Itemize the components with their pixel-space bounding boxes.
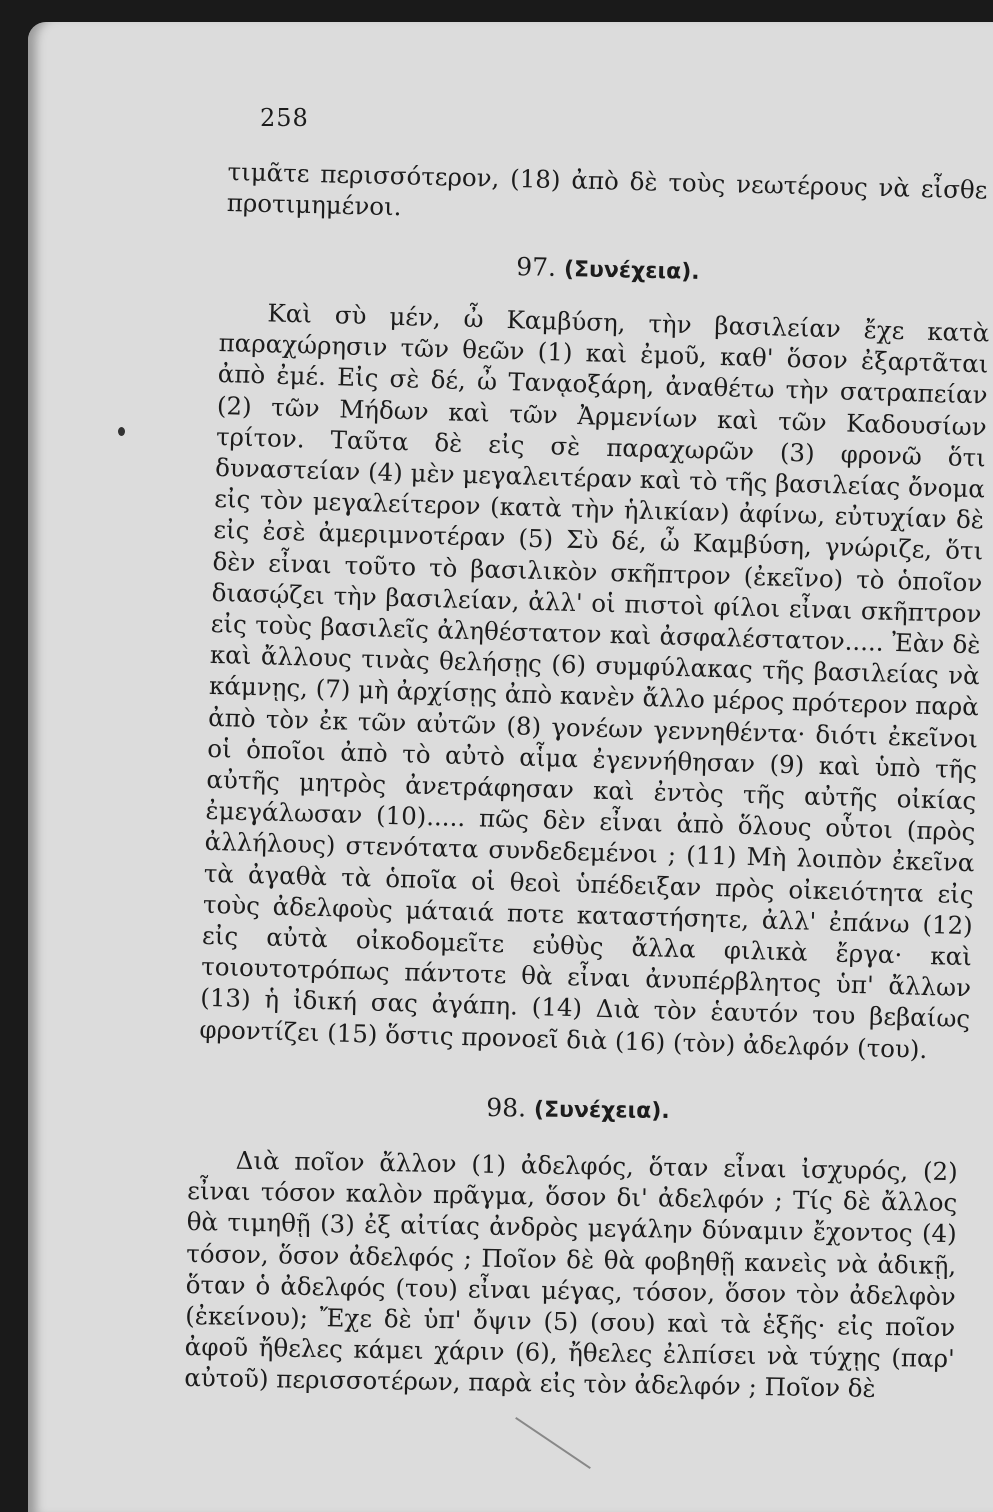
section-number: 98. xyxy=(486,1093,527,1123)
section-number: 97. xyxy=(515,252,557,282)
section-98-text: Διὰ ποῖον ἄλλον (1) ἀδελφός, ὅταν εἶναι ἰσχυρός, (2) εἶναι τόσον καλὸν πρᾶγμα, ὅσον δι' ἀδελφόν ; Τίς δὲ ἄλλος θὰ τιμηθῇ (3) ἐξ αἰτίας ἀνδρὸς μεγάλην δύναμιν ἔχοντος (4) τόσον, ὅσον ἀδελφός ; Ποῖον δὲ θὰ φοβηθῇ κανεὶς νὰ ἀδικῇ, ὅταν ὁ ἀδελφός (του) εἶναι μέγας, τόσον, ὅσον τὸν ἀδελφὸν (ἐκείνου); Ἔχε δὲ ὑπ' ὄψιν (5) (σου) καὶ τὰ ἑξῆς· εἰς ποῖον ἀφοῦ ἤθελες κάμει χάριν (6), ἤθελες ἐλπίσει νὰ τύχῃς (παρ' αὐτοῦ) περισσοτέρων, παρὰ εἰς τὸν ἀδελφόν ; Ποῖον δὲ xyxy=(184,1145,958,1404)
continued-paragraph: τιμᾶτε περισσότερον, (18) ἀπὸ δὲ τοὺς νεωτέρους νὰ εἶσθε προτιμημένοι. xyxy=(226,156,988,222)
pencil-mark xyxy=(515,1417,591,1469)
ink-mark xyxy=(118,427,125,436)
section-97-heading xyxy=(228,246,988,291)
section-98-heading xyxy=(198,1090,958,1127)
section-97-text: Καὶ σὺ μέν, ὦ Καμβύση, τὴν βασιλείαν ἔχε κατὰ παραχώρησιν τῶν θεῶν (1) καὶ ἐμοῦ, καθ' ὅσον ἐξαρτᾶται ἀπὸ ἐμέ. Εἰς σὲ δέ, ὦ Τανᾳοξάρη, ἀναθέτω τὴν σατραπείαν (2) τῶν Μήδων καὶ τῶν Ἀρμενίων καὶ τῶν Καδουσίων τρίτον. Ταῦτα δὲ εἰς σὲ παραχωρῶν (3) φρονῶ ὅτι δυναστείαν (4) μὲν μεγαλειτέραν καὶ τὸ τῆς βασιλείας ὄνομα εἰς τὸν μεγαλείτερον (κατὰ τὴν ἡλικίαν) ἀφίνω, εὐτυχίαν δὲ εἰς ἐσὲ ἀμεριμνοτέραν (5) Σὺ δέ, ὦ Καμβύση, γνώριζε, ὅτι δὲν εἶναι τοῦτο τὸ βασιλικὸν σκῆπτρον (ἐκεῖνο) τὸ ὁποῖον διασῴζει τὴν βασιλείαν, ἀλλ' οἱ πιστοὶ φίλοι εἶναι σκῆπτρον εἰς τοὺς βασιλεῖς ἀληθέστατον καὶ ἀσφαλέστατον..... Ἐὰν δὲ καὶ ἄλλους τινὰς θελήσῃς (6) συμφύλακας τῆς βασιλείας νὰ κάμνῃς, (7) μὴ ἀρχίσῃς ἀπὸ κανὲν ἄλλο μέρος πρότερον παρὰ ἀπὸ τὸν ἐκ τῶν αὐτῶν (8) γονέων γεννηθέντα· διότι ἐκεῖνοι οἱ ὁποῖοι ἀπὸ τὸ αὐτὸ αἷμα ἐγεννήθησαν (9) καὶ ὑπὸ τῆς αὐτῆς μητρὸς ἀνετράφησαν καὶ ἐντὸς τῆς αὐτῆς οἰκίας ἐμεγάλωσαν (10)..... πῶς δὲν εἶναι ἀπὸ ὅλους οὗτοι (πρὸς ἀλλήλους) στενότατα συνδεδεμένοι ; (11) Μὴ λοιπὸν ἐκεῖνα τὰ ἀγαθὰ τὰ ὁποῖα οἱ θεοὶ ὑπέδειξαν πρὸς οἰκειότητα εἰς τοὺς ἀδελφοὺς μάταιά ποτε καταστήσητε, ἀλλ' ἐπάνω (12) εἰς αὐτὰ οἰκοδομεῖτε εὐθὺς ἄλλα φιλικὰ ἔργα· καὶ τοιουτοτρόπως πάντοτε θὰ εἶναι ἀνυπέρβλητος ὑπ' ἄλλων (13) ἡ ἰδική σας ἀγάπη. (14) Διὰ τὸν ἑαυτόν του βεβαίως φροντίζει (15) ὅστις προνοεῖ διὰ (16) (τὸν) ἀδελφόν (του). xyxy=(199,298,990,1064)
section-title: (Συνέχεια). xyxy=(563,257,700,285)
book-page xyxy=(28,22,993,1512)
section-title: (Συνέχεια). xyxy=(533,1097,670,1124)
page-number: 258 xyxy=(260,104,309,132)
